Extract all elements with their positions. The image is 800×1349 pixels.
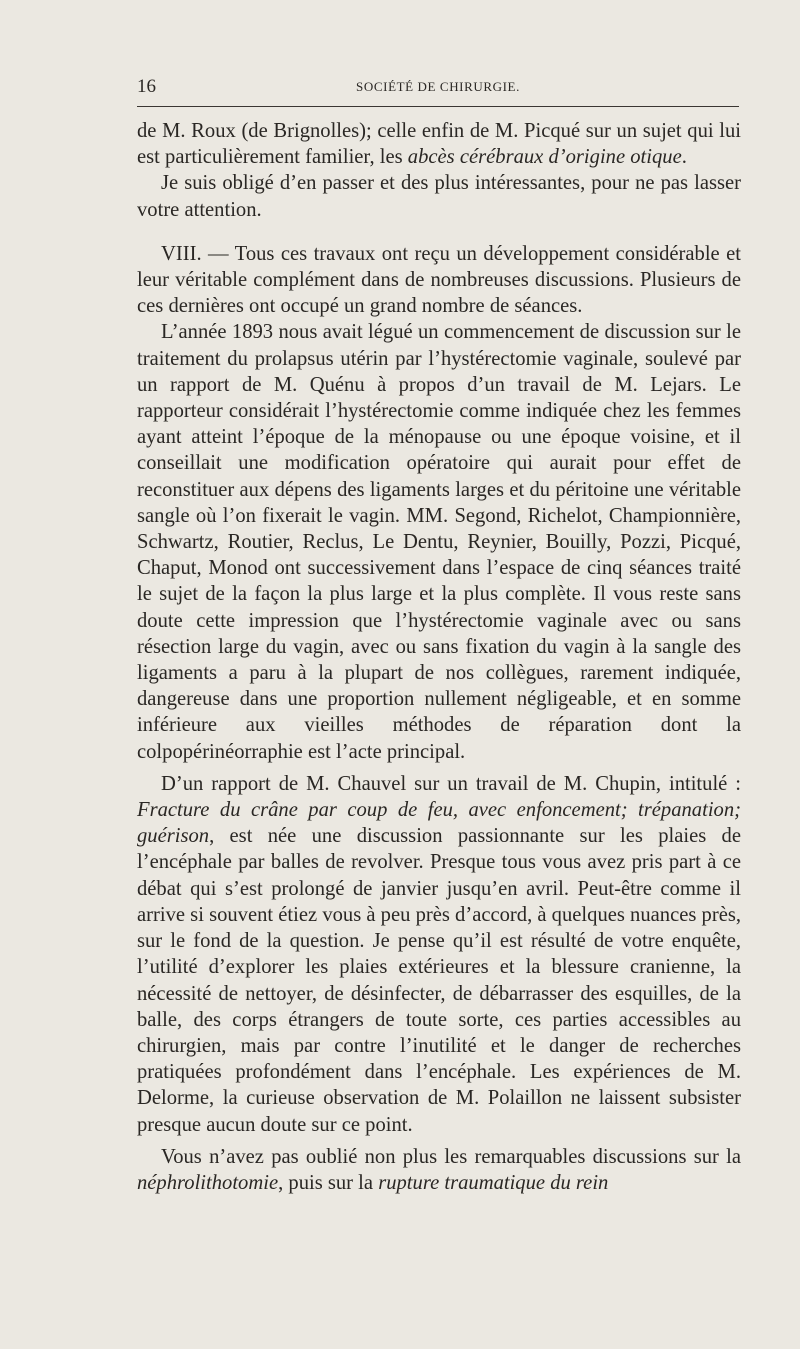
text-run: , est née une discussion passionnante sur les plaies de l’encéphale par balles de revolver. Presque tous vous avez pris part à ce débat qui s’est prolongé de janvier jusqu’en avril. Peut-être comme il arrive si souvent étiez vous à peu près d’accord, à quelques nuances près, sur le fond de la question. Je pense qu’il est résulté de votre enquête, l’utilité d’explorer les plaies extérieures et la blessure cranienne, la nécessité de nettoyer, de désinfecter, de débarrasser des esquilles, de la balle, des corps étrangers de toute sorte, ces parties accessibles au chirurgien, mais par contre l’inutilité et le danger de recherches pratiquées profondément dans l’encéphale. Les expériences de M. Delorme, la curieuse observation de M. Polaillon ne laissent subsister presque aucun doute sur ce point. [137,825,741,1136]
running-title: SOCIÉTÉ DE CHIRURGIE. [356,79,520,94]
paragraph [137,241,741,320]
paragraph [137,118,741,170]
text-run: D’un rapport de M. Chauvel sur un travail de M. Chupin, intitulé : [161,772,741,795]
italic-run: rupture traumatique du rein [378,1171,609,1194]
text-run: VIII. — Tous ces travaux ont reçu un développement considérable et leur véritable complément dans de nombreuses discussions. Plusieurs de ces dernières ont occupé un grand nombre de séances. [137,242,741,318]
italic-run: abcès cérébraux d’origine otique [407,146,682,169]
text-run: Je suis obligé d’en passer et des plus intéressantes, pour ne pas lasser votre attention. [137,172,741,221]
text-run: Vous n’avez pas oublié non plus les remarquables discussions sur la [161,1145,741,1168]
page-number: 16 [137,76,156,97]
paragraph [137,771,741,1138]
text-run: L’année 1893 nous avait légué un commencement de discussion sur le traitement du prolapsus utérin par l’hystérectomie vaginale, soulevé par un rapport de M. Quénu à propos d’un travail de M. Lejars. Le rapporteur considérait l’hystérectomie comme indiquée chez les femmes ayant atteint l’époque de la ménopause ou une époque voisine, et il conseillait une modification opératoire qui aurait pour effet de reconstituer aux dépens des ligaments larges et du péritoine une véritable sangle où l’on fixerait le vagin. MM. Segond, Richelot, Championnière, Schwartz, Routier, Reclus, Le Dentu, Reynier, Bouilly, Pozzi, Picqué, Chaput, Monod ont successivement dans l’espace de cinq séances traité le sujet de la façon la plus large et la plus complète. Il vous reste sans doute cette impression que l’hystérectomie vaginale avec ou sans résection large du vagin, avec ou sans fixation du vagin à la sangle des ligaments a paru à la plupart de nos collègues, rarement indiquée, dangereuse dans une proportion nullement négligeable, et en somme inférieure aux vieilles méthodes de réparation dont la colpopérinéorraphie est l’acte principal. [137,321,741,763]
paragraph [137,1144,741,1196]
italic-run: néphrolithotomie [137,1171,279,1194]
header-rule [137,106,739,107]
paragraph [137,319,741,764]
body-text [137,118,741,1196]
text-run: , puis sur la [278,1171,379,1194]
italic-run: Fracture du crâne par coup de feu, avec enfoncement; trépanation; guérison [137,799,741,848]
paragraph [137,170,741,222]
text-run: de M. Roux (de Brignolles); celle enfin de M. Picqué sur un sujet qui lui est particulièrement familier, les [137,120,741,169]
page-header [137,76,739,100]
text-run: . [681,146,687,169]
